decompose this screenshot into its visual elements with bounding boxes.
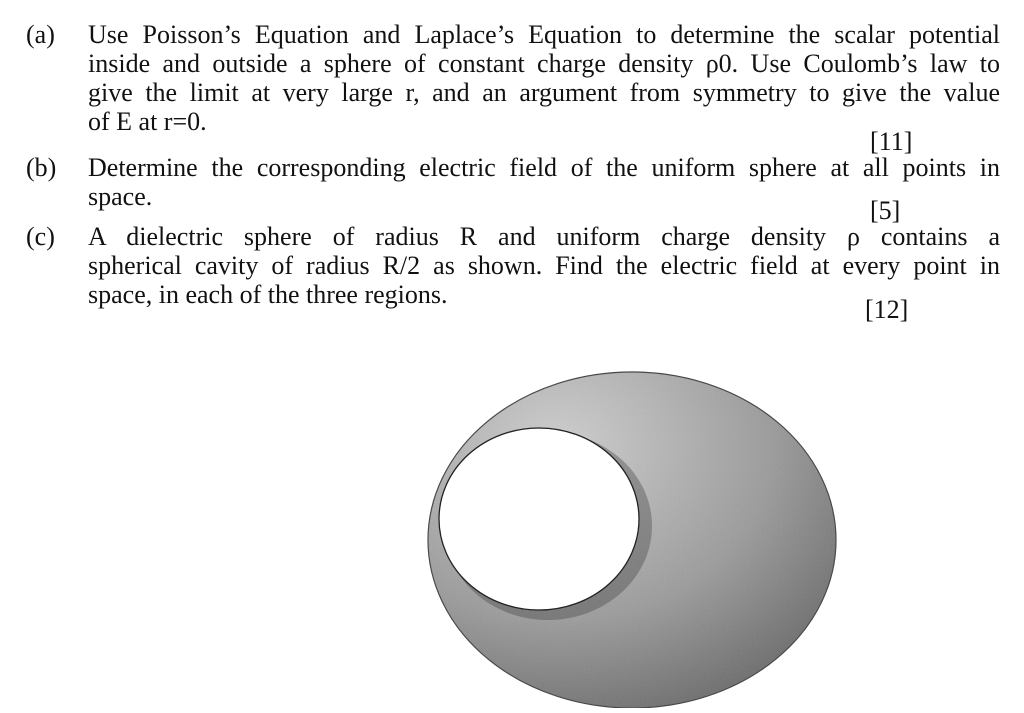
part-a-line-1: Use Poisson’s Equation and Laplace’s Equation to determine the scalar potential [88, 20, 1000, 49]
part-a-text [88, 20, 1000, 136]
sphere-cavity-figure [420, 368, 840, 708]
part-c-line-1: A dielectric sphere of radius R and uniform charge density ρ contains a [88, 222, 1000, 251]
part-a-label: (a) [26, 20, 55, 49]
part-c-marks: [12] [865, 295, 909, 324]
part-a-line-2-text: inside and outside a sphere of constant charge density ρ0. Use Coulomb’s law to [88, 49, 1000, 78]
part-b-label: (b) [26, 153, 57, 182]
part-b-line-2: space. [88, 182, 153, 211]
part-a-line-2 [88, 49, 1000, 78]
part-b-marks: [5] [870, 196, 901, 225]
part-c-line-2: spherical cavity of radius R/2 as shown. Find the electric field at every point in [88, 251, 1000, 280]
part-b-text [88, 153, 1000, 211]
part-c-text [88, 222, 1000, 309]
part-c-line-3: space, in each of the three regions. [88, 280, 448, 309]
part-c-label: (c) [26, 222, 55, 251]
sphere-cavity-diagram [420, 368, 840, 708]
part-a-marks: [11] [870, 127, 913, 156]
spherical-cavity [439, 428, 639, 610]
part-a-line-3: give the limit at very large r, and an argument from symmetry to give the value [88, 78, 1000, 107]
part-a-line-4: of E at r=0. [88, 107, 207, 136]
part-b-line-1: Determine the corresponding electric field of the uniform sphere at all points in [88, 153, 1000, 182]
